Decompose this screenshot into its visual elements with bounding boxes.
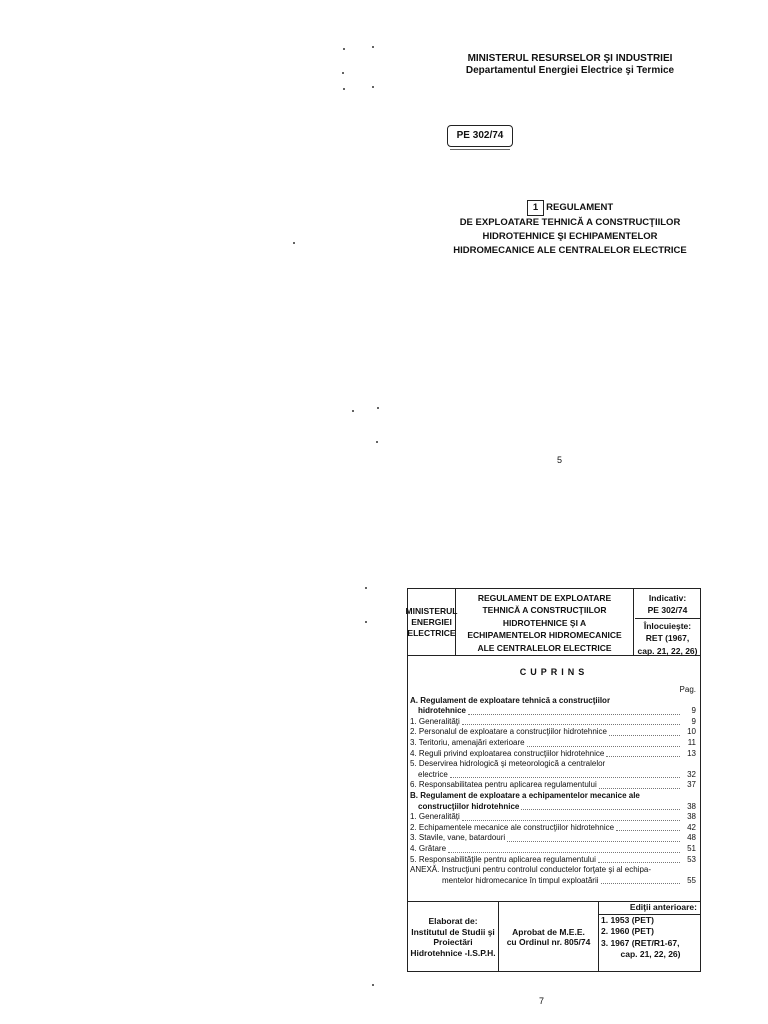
card-footer [408,901,700,972]
toc-page-number: 9 [691,716,696,726]
toc-row [410,770,696,781]
toc-leader-dots [609,735,680,736]
title-line: HIDROMECANICE ALE CENTRALELOR ELECTRICE [453,245,687,256]
toc-entry-text: A. Regulament de exploatare tehnică a construcţiilor [410,695,611,705]
toc-row [410,865,696,876]
toc-leader-dots [450,777,680,778]
card-regulation-line: ECHIPAMENTELOR HIDROMECANICE [467,630,622,641]
title-line: HIDROTEHNICE ŞI ECHIPAMENTELOR [482,231,658,242]
title-number: 1 [527,200,544,216]
scan-speck [372,984,374,986]
toc-page-number: 51 [687,843,696,853]
scan-speck [377,407,379,409]
elaborat-line: Proiectări [433,937,473,947]
toc-row [410,717,696,728]
toc-leader-dots [527,746,680,747]
toc-leader-dots [521,809,680,810]
toc-leader-dots [462,724,680,725]
scan-speck [352,410,354,412]
document-card [407,588,701,972]
toc-entry-text: 3. Stavile, vane, batardouri [410,833,506,843]
toc-entry-text: 5. Deservirea hidrologică şi meteorologică a centralelor [410,759,606,769]
scan-speck [376,441,378,443]
toc-leader-dots [462,820,680,821]
toc-page-number: 38 [687,812,696,822]
scan-speck [365,587,367,589]
toc-row [410,855,696,866]
toc-leader-dots [599,788,680,789]
elaborat-cell [408,902,499,972]
card-regulation-line: REGULAMENT DE EXPLOATARE [477,593,612,603]
document-title [435,200,705,258]
aprobat-line: cu Ordinul nr. 805/74 [506,937,591,947]
title-line: DE EXPLOATARE TEHNICĂ A CONSTRUCŢIILOR [459,217,681,228]
card-ministry-line: ELECTRICE [407,627,456,638]
elaborat-line: Elaborat de: [428,916,478,926]
toc-page-number: 32 [687,769,696,779]
inlocuieste-label: Înlocuieşte: [643,620,692,631]
toc-row [410,812,696,823]
document-code-box: PE 302/74 [447,125,513,147]
scan-speck [343,48,345,50]
toc-row [410,823,696,834]
card-ministry-line: ENERGIEI [411,616,452,627]
toc-entry-text: mentelor hidromecanice în timpul exploatării [442,875,599,885]
page-column-label: Pag. [679,685,696,694]
toc-leader-dots [468,714,680,715]
page-number: 5 [557,455,563,465]
toc-leader-dots [598,862,680,863]
toc-page-number: 10 [687,727,696,737]
toc-page-number: 11 [687,737,696,747]
toc-row [410,738,696,749]
scan-speck [343,88,345,90]
aprobat-cell [499,902,599,972]
card-regulation-title [456,589,634,655]
elaborat-line: Hidrotehnice -I.S.P.H. [410,947,496,958]
indicativ-value: PE 302/74 [647,605,688,616]
toc-entry-text: 4. Grătare [410,843,447,853]
elaborat-line: Institutul de Studii şi [411,926,495,937]
toc-entry-text: 1. Generalităţi [410,812,460,822]
toc-row [410,791,696,802]
toc-page-number: 53 [687,854,696,864]
editie-item: 2. 1960 (PET) [601,926,654,936]
toc-page-number: 55 [687,875,696,885]
toc-entry-text: construcţiilor hidrotehnice [418,801,520,811]
toc-row [410,696,696,707]
toc-page-number: 37 [687,780,696,790]
ministry-name: MINISTERUL RESURSELOR ŞI INDUSTRIEI [467,53,673,64]
toc-leader-dots [606,756,680,757]
scan-speck [372,86,374,88]
editie-item: 3. 1967 (RET/R1-67, [601,937,680,948]
aprobat-line: Aprobat de M.E.E. [512,926,585,937]
toc-entry-text: 4. Reguli privind exploatarea construcţiilor hidrotehnice [410,748,605,758]
card-indicativ [635,589,700,655]
toc-row [410,844,696,855]
toc-row [410,727,696,738]
toc-row [410,749,696,760]
card-regulation-line: HIDROTEHNICE ŞI A [502,617,587,628]
card-regulation-line: TEHNICĂ A CONSTRUCŢIILOR [482,605,607,616]
toc-row [410,833,696,844]
scan-speck [293,242,295,244]
scan-speck [372,46,374,48]
toc-page-number: 48 [687,833,696,843]
toc-page-number: 13 [687,748,696,758]
toc-page-number: 42 [687,822,696,832]
card-regulation-line: ALE CENTRALELOR ELECTRICE [477,642,612,653]
toc-entry-text: 1. Generalităţi [410,716,460,726]
department-name: Departamentul Energiei Electrice şi Termice [465,65,675,76]
card-ministry-line: MINISTERUL [405,605,458,616]
editie-item: 1. 1953 (PET) [601,914,654,925]
scan-speck [342,72,344,74]
page-number: 7 [539,996,545,1006]
table-of-contents [410,685,696,886]
editii-cell [599,902,700,972]
toc-entry-text: 6. Responsabilitatea pentru aplicarea regulamentului [410,780,597,790]
toc-leader-dots [616,830,680,831]
toc-entry-text: B. Regulament de exploatare a echipamentelor mecanice ale [410,790,640,800]
toc-entry-text: 2. Echipamentele mecanice ale construcţiilor hidrotehnice [410,822,615,832]
editie-item: cap. 21, 22, 26) [620,949,681,959]
toc-leader-dots [601,883,680,884]
toc-leader-dots [448,852,680,853]
scan-speck [365,621,367,623]
toc-page-number: 9 [691,706,696,716]
indicativ-label: Indicativ: [648,593,687,603]
card-ministry [405,589,458,655]
toc-entry-text: ANEXĂ. Instrucţiuni pentru controlul conductelor forţate şi al echipa- [410,865,652,875]
toc-page-number: 38 [687,801,696,811]
toc-row [410,706,696,717]
toc-row [410,802,696,813]
toc-leader-dots [507,841,680,842]
toc-entry-text: 5. Responsabilităţile pentru aplicarea regulamentului [410,854,596,864]
toc-row [410,780,696,791]
toc-entry-text: hidrotehnice [418,706,467,716]
toc-row [410,759,696,770]
inlocuieste-value: RET (1967, [645,633,690,644]
inlocuieste-value: cap. 21, 22, 26) [637,645,698,656]
contents-heading: CUPRINS [519,667,589,677]
title-line: REGULAMENT [546,202,614,213]
toc-entry-text: electrice [418,769,448,779]
toc-entry-text: 2. Personalul de exploatare a construcţiilor hidrotehnice [410,727,608,737]
toc-entry-text: 3. Teritoriu, amenajări exterioare [410,737,525,747]
card-header [405,589,700,656]
ministry-header [450,53,690,77]
toc-row [410,876,696,887]
editii-label: Ediţii anterioare: [599,902,700,915]
